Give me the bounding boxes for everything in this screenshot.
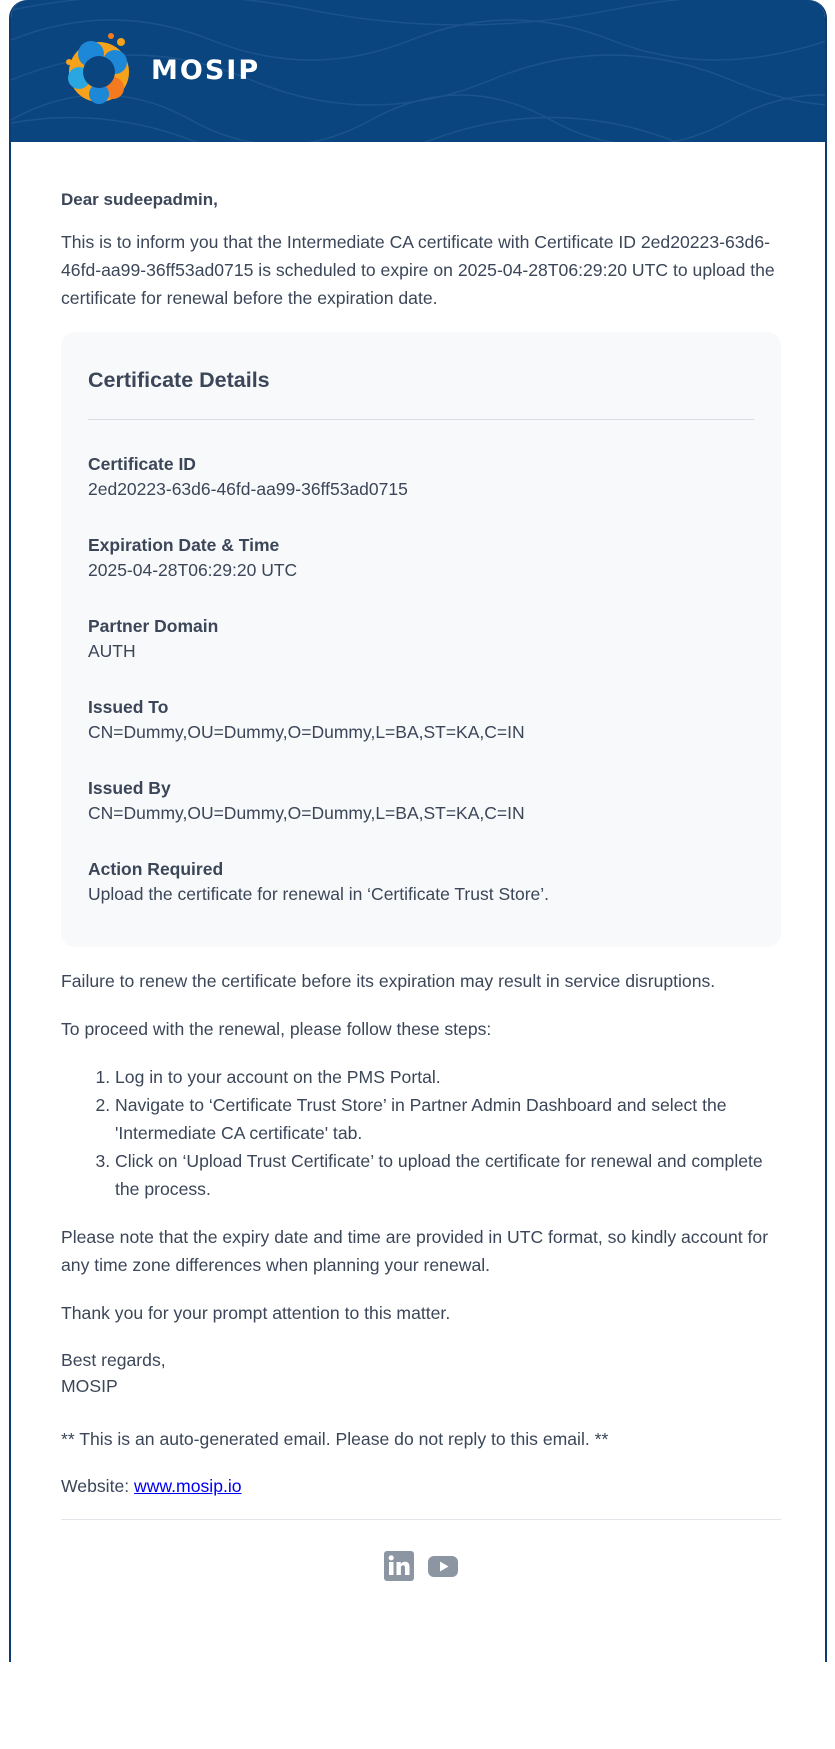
- brand-name: MOSIP: [151, 54, 261, 86]
- email-header: [11, 0, 827, 142]
- detail-label: Certificate ID: [88, 454, 196, 474]
- website-link[interactable]: www.mosip.io: [134, 1476, 242, 1496]
- renewal-steps-list: [61, 1063, 781, 1203]
- thanks-line: Thank you for your prompt attention to this matter.: [61, 1303, 451, 1323]
- signoff: [61, 1347, 781, 1399]
- detail-value: 2ed20223-63d6-46fd-aa99-36ff53ad0715: [88, 479, 408, 499]
- auto-generated-note: ** This is an auto-generated email. Please do not reply to this email. **: [61, 1429, 609, 1449]
- detail-label: Expiration Date & Time: [88, 535, 280, 555]
- signoff-name: MOSIP: [61, 1376, 118, 1396]
- detail-action-required: [88, 857, 754, 907]
- youtube-icon[interactable]: [427, 1550, 459, 1582]
- website-line: [61, 1473, 781, 1499]
- certificate-details-card: [61, 332, 781, 947]
- detail-issued-to: [88, 695, 754, 745]
- detail-issued-by: [88, 776, 754, 826]
- detail-value: Upload the certificate for renewal in ‘Certificate Trust Store’.: [88, 884, 550, 904]
- email-body: [61, 190, 781, 1582]
- utc-note: Please note that the expiry date and time are provided in UTC format, so kindly account for any time zone differences when planning your renewal.: [61, 1227, 769, 1275]
- detail-partner-domain: [88, 614, 754, 664]
- list-item: 3. Click on ‘Upload Trust Certificate’ to upload the certificate for renewal and complete the process.: [115, 1147, 781, 1203]
- mosip-logo: [61, 32, 260, 108]
- list-item: 1. Log in to your account on the PMS Portal.: [115, 1063, 781, 1091]
- signoff-line: Best regards,: [61, 1350, 166, 1370]
- website-label: Website:: [61, 1476, 135, 1496]
- detail-label: Issued To: [88, 697, 169, 717]
- detail-label: Issued By: [88, 778, 171, 798]
- detail-value: 2025-04-28T06:29:20 UTC: [88, 560, 298, 580]
- linkedin-icon[interactable]: [383, 1550, 415, 1582]
- social-links: [61, 1550, 781, 1582]
- card-title: Certificate Details: [88, 368, 270, 392]
- detail-label: Partner Domain: [88, 616, 219, 636]
- detail-certificate-id: [88, 452, 754, 502]
- warning-paragraph: Failure to renew the certificate before its expiration may result in service disruptions.: [61, 971, 716, 991]
- detail-value: CN=Dummy,OU=Dummy,O=Dummy,L=BA,ST=KA,C=IN: [88, 722, 525, 742]
- intro-paragraph: This is to inform you that the Intermediate CA certificate with Certificate ID 2ed20223-63d6-46fd-aa99-36ff53ad0715 is scheduled to expire on 2025-04-28T06:29:20 UTC to upload the certificate for renewal before the expiration date.: [61, 232, 775, 308]
- mosip-logo-mark: [61, 32, 137, 108]
- detail-value: CN=Dummy,OU=Dummy,O=Dummy,L=BA,ST=KA,C=IN: [88, 803, 525, 823]
- greeting: Dear sudeepadmin,: [61, 190, 218, 209]
- list-item: 2. Navigate to ‘Certificate Trust Store’ in Partner Admin Dashboard and select the 'Intermediate CA certificate' tab.: [115, 1091, 781, 1147]
- footer-divider: [61, 1519, 781, 1520]
- steps-intro: To proceed with the renewal, please follow these steps:: [61, 1019, 492, 1039]
- email-frame: [9, 0, 827, 1662]
- detail-value: AUTH: [88, 641, 136, 661]
- detail-label: Action Required: [88, 859, 224, 879]
- card-divider: [88, 419, 754, 420]
- detail-expiration: [88, 533, 754, 583]
